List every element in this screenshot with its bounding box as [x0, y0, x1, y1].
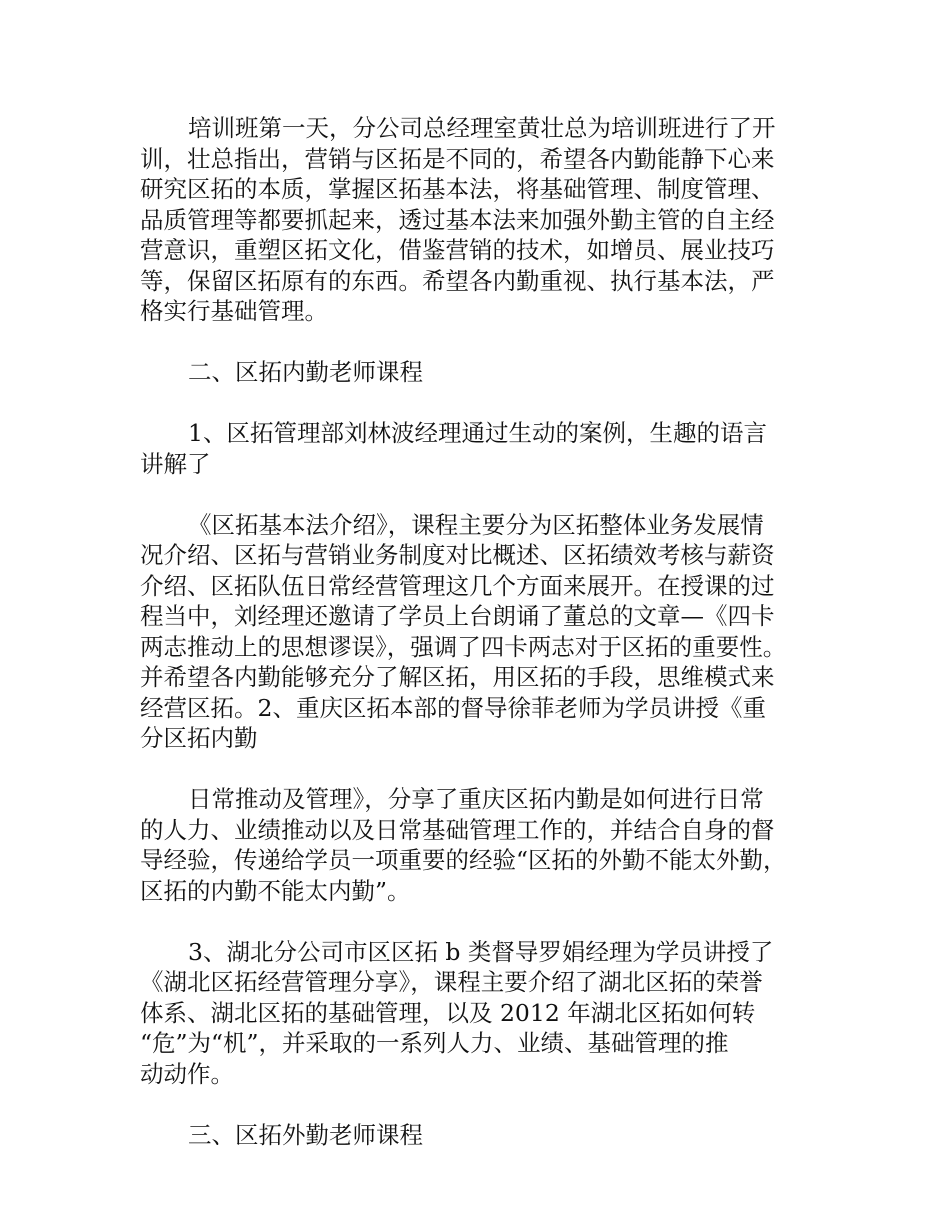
- text-line: “危”为“机”，并采取的一系列人力、业绩、基础管理的推: [140, 1029, 729, 1057]
- text-line: 经营区拓。2、重庆区拓本部的督导徐菲老师为学员讲授《重: [140, 693, 766, 722]
- text-line: 营意识，重塑区拓文化，借鉴营销的技术，如增员、展业技巧: [140, 236, 775, 264]
- text-line: 《区拓基本法介绍》，课程主要分为区拓整体业务发展情: [188, 510, 764, 539]
- section-heading: 三、区拓外勤老师课程: [188, 1120, 423, 1149]
- text-line: 日常推动及管理》，分享了重庆区拓内勤是如何进行日常: [188, 785, 764, 813]
- text-line: 介绍、区拓队伍日常经营管理这几个方面来展开。在授课的过: [140, 571, 775, 600]
- paragraph-spacer: [140, 479, 830, 510]
- paragraph-course-3: [140, 937, 830, 1090]
- text-line: 导经验，传递给学员一项重要的经验“区拓的外勤不能太外勤，: [140, 846, 787, 874]
- text-line: 等，保留区拓原有的东西。希望各内勤重视、执行基本法，严: [140, 266, 775, 295]
- section-heading: 二、区拓内勤老师课程: [188, 358, 423, 386]
- text-line: 训，壮总指出，营销与区拓是不同的，希望各内勤能静下心来: [140, 144, 775, 173]
- text-line: 讲解了: [140, 449, 211, 478]
- text-line: 1、区拓管理部刘林波经理通过生动的案例，生趣的语言: [188, 419, 767, 447]
- text-line: 程当中，刘经理还邀请了学员上台朗诵了董总的文章—《四卡: [140, 602, 775, 630]
- paragraph-spacer: [140, 327, 830, 358]
- paragraph-opening-remarks: [140, 113, 830, 327]
- section-heading-external-courses: [140, 1120, 830, 1151]
- text-line: 区拓的内勤不能太内勤”。: [140, 876, 411, 905]
- text-line: 体系、湖北区拓的基础管理，以及 2012 年湖北区拓如何转: [140, 998, 756, 1027]
- text-line: 分区拓内勤: [140, 724, 258, 752]
- text-line: 品质管理等都要抓起来，透过基本法来加强外勤主管的自主经: [140, 205, 775, 234]
- text-line: 3、湖北分公司市区区拓 b 类督导罗娟经理为学员讲授了: [188, 937, 774, 966]
- text-line: 况介绍、区拓与营销业务制度对比概述、区拓绩效考核与薪资: [140, 541, 775, 569]
- section-heading-internal-courses: [140, 357, 830, 388]
- text-line: 格实行基础管理。: [140, 297, 328, 325]
- paragraph-spacer: [140, 388, 830, 419]
- text-line: 的人力、业绩推动以及日常基础管理工作的，并结合自身的督: [140, 815, 775, 844]
- text-line: 培训班第一天，分公司总经理室黄壮总为培训班进行了开: [188, 114, 776, 142]
- paragraph-spacer: [140, 906, 830, 937]
- paragraph-spacer: [140, 754, 830, 785]
- text-line: 两志推动上的思想谬误》，强调了四卡两志对于区拓的重要性。: [140, 632, 787, 661]
- paragraph-daily-management: [140, 784, 830, 906]
- document-body: [140, 113, 830, 1150]
- text-line: 研究区拓的本质，掌握区拓基本法，将基础管理、制度管理、: [140, 175, 775, 203]
- text-line: 并希望各内勤能够充分了解区拓，用区拓的手段，思维模式来: [140, 663, 775, 691]
- text-line: 动动作。: [140, 1059, 234, 1088]
- paragraph-spacer: [140, 1089, 830, 1120]
- text-line: 《湖北区拓经营管理分享》，课程主要介绍了湖北区拓的荣誉: [140, 968, 763, 996]
- paragraph-basic-law-intro: [140, 510, 830, 754]
- paragraph-course-1: [140, 418, 830, 479]
